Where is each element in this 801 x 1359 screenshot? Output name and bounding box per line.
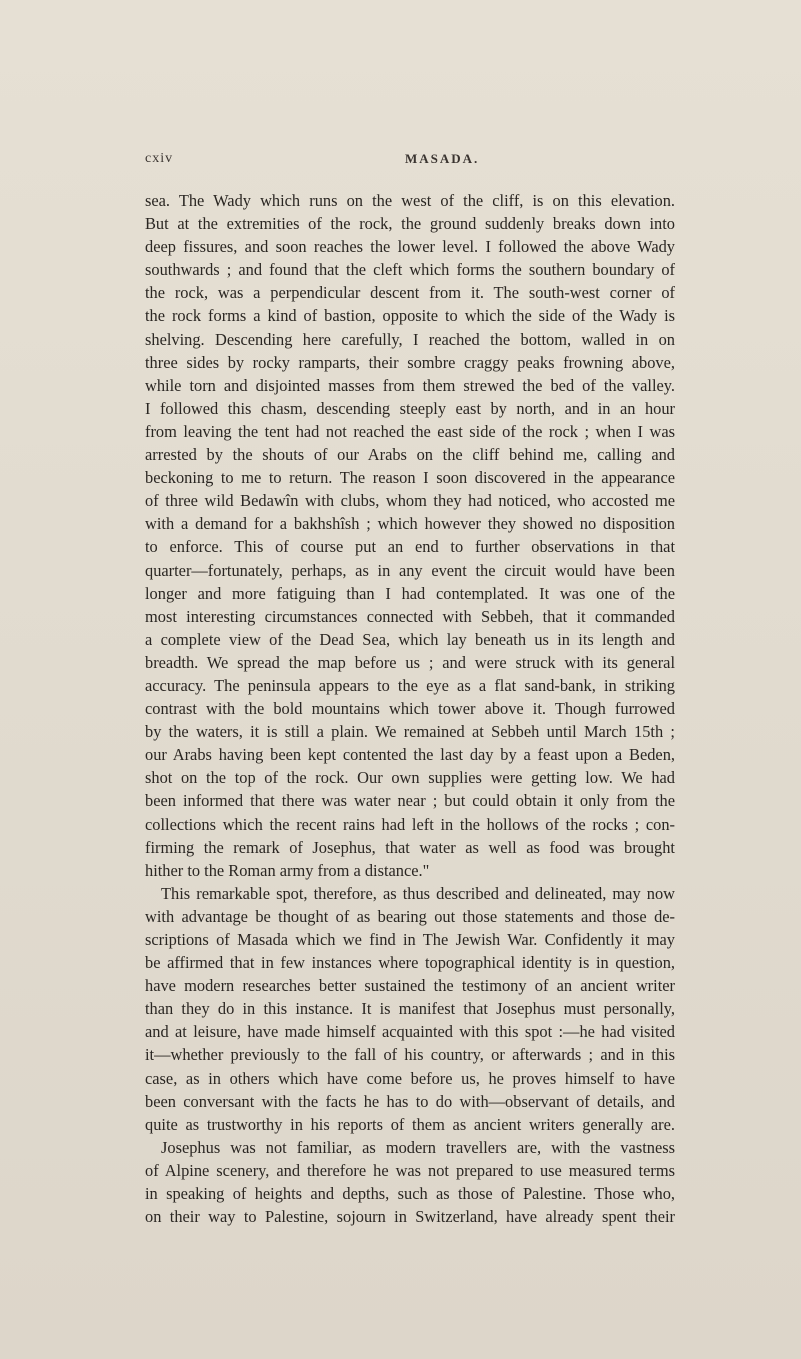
text-line: the rock forms a kind of bastion, opposite to which the side of the Wady is (145, 306, 675, 326)
text-line: of three wild Bedawîn with clubs, whom they had noticed, who accosted me (145, 491, 675, 511)
text-line: beckoning to me to return. The reason I soon discovered in the appearance (145, 468, 675, 488)
body-text (145, 189, 675, 1228)
text-line: contrast with the bold mountains which tower above it. Though furrowed (145, 699, 675, 719)
text-line: Josephus was not familiar, as modern travellers are, with the vastness (161, 1137, 675, 1157)
page-number: cxiv (145, 151, 174, 166)
text-line: deep fissures, and soon reaches the lower level. I followed the above Wady (145, 237, 675, 257)
text-line: to enforce. This of course put an end to further observations in that (145, 537, 675, 557)
text-line: arrested by the shouts of our Arabs on the cliff behind me, calling and (145, 445, 675, 465)
text-line: in speaking of heights and depths, such as those of Palestine. Those who, (145, 1184, 675, 1204)
text-line: hither to the Roman army from a distance." (145, 860, 430, 880)
text-line: on their way to Palestine, sojourn in Switzerland, have already spent their (145, 1207, 675, 1227)
text-line: be affirmed that in few instances where topographical identity is in question, (145, 953, 675, 973)
text-line: This remarkable spot, therefore, as thus described and delineated, may now (161, 883, 675, 903)
text-line: been conversant with the facts he has to do with—observant of details, and (145, 1091, 675, 1111)
running-head (0, 0, 801, 190)
text-line: been informed that there was water near ; but could obtain it only from the (145, 791, 675, 811)
text-line: than they do in this instance. It is manifest that Josephus must personally, (145, 999, 675, 1019)
text-line: from leaving the tent had not reached the east side of the rock ; when I was (145, 421, 675, 441)
text-line: have modern researches better sustained the testimony of an ancient writer (145, 976, 675, 996)
text-line: three sides by rocky ramparts, their sombre craggy peaks frowning above, (145, 352, 675, 372)
text-line: scriptions of Masada which we find in The Jewish War. Confidently it may (145, 930, 675, 949)
text-line: shelving. Descending here carefully, I reached the bottom, walled in on (145, 329, 675, 349)
text-line: a complete view of the Dead Sea, which lay beneath us in its length and (145, 629, 675, 649)
text-line: the rock, was a perpendicular descent from it. The south-west corner of (145, 283, 675, 303)
text-line: with a demand for a bakhshîsh ; which however they showed no disposition (145, 514, 675, 534)
text-line: quite as trustworthy in his reports of them as ancient writers generally are. (145, 1114, 675, 1134)
text-line: sea. The Wady which runs on the west of the cliff, is on this elevation. (145, 191, 675, 210)
text-line: firming the remark of Josephus, that water as well as food was brought (145, 837, 675, 857)
text-line: of Alpine scenery, and therefore he was not prepared to use measured terms (145, 1160, 675, 1180)
text-line: most interesting circumstances connected with Sebbeh, that it commanded (145, 606, 675, 626)
text-line: quarter—fortunately, perhaps, as in any event the circuit would have been (145, 560, 675, 580)
text-line: while torn and disjointed masses from them strewed the bed of the valley. (145, 375, 675, 395)
text-line: But at the extremities of the rock, the ground suddenly breaks down into (145, 214, 675, 234)
running-title: MASADA. (405, 151, 480, 166)
text-line: longer and more fatiguing than I had contemplated. It was one of the (145, 583, 675, 603)
text-line: by the waters, it is still a plain. We remained at Sebbeh until March 15th ; (145, 722, 675, 742)
text-line: southwards ; and found that the cleft which forms the southern boundary of (145, 260, 675, 280)
text-line: our Arabs having been kept contented the last day by a feast upon a Beden, (145, 745, 675, 765)
text-line: case, as in others which have come before us, he proves himself to have (145, 1068, 675, 1088)
text-line: with advantage be thought of as bearing out those statements and those de- (145, 906, 675, 926)
text-line: and at leisure, have made himself acquainted with this spot :—he had visited (145, 1022, 675, 1042)
text-line: I followed this chasm, descending steeply east by north, and in an hour (145, 398, 675, 418)
text-line: collections which the recent rains had left in the hollows of the rocks ; con- (145, 814, 675, 834)
text-line: it—whether previously to the fall of his country, or afterwards ; and in this (145, 1045, 675, 1065)
text-line: shot on the top of the rock. Our own supplies were getting low. We had (145, 768, 675, 788)
text-line: breadth. We spread the map before us ; and were struck with its general (145, 652, 675, 672)
text-line: accuracy. The peninsula appears to the eye as a flat sand-bank, in striking (145, 675, 675, 695)
